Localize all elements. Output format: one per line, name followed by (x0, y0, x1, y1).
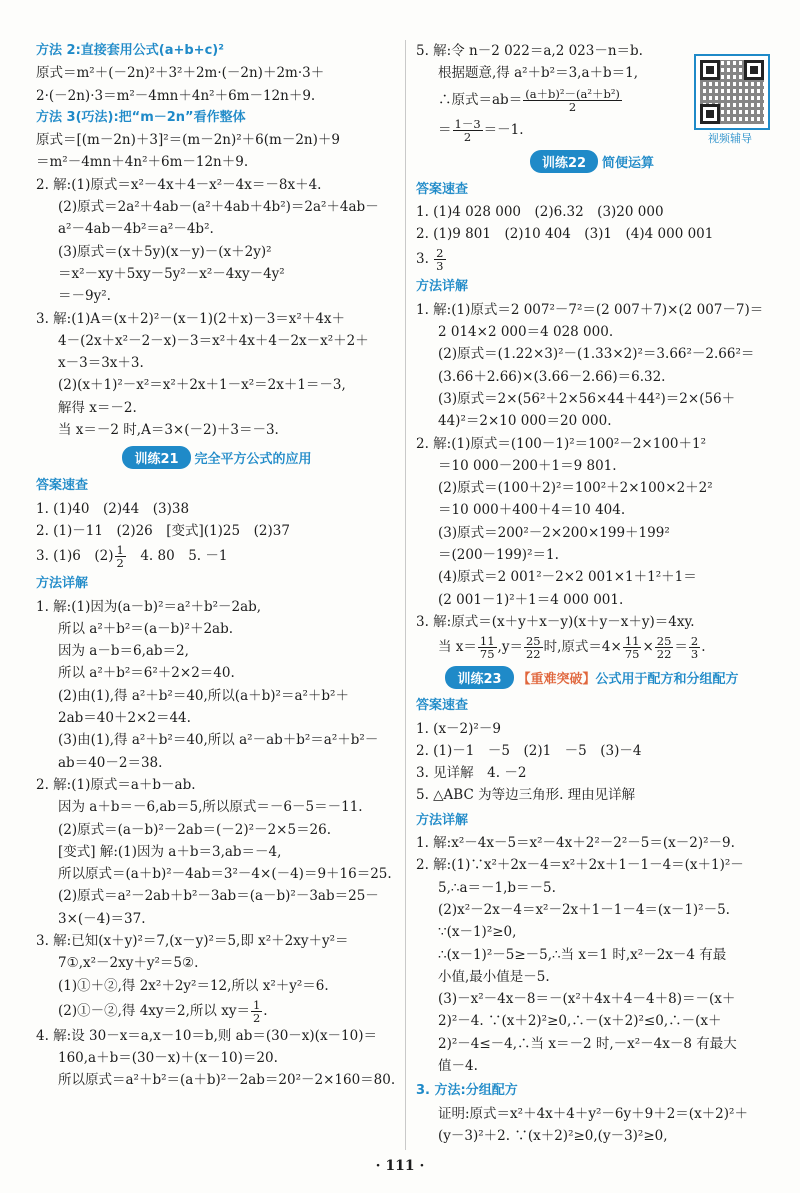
text-line: 2. 解:(1)原式＝(100－1)²＝100²－2×100＋1² (416, 435, 706, 452)
text-line: (3)原式＝2×(56²＋2×56×44＋44²)＝2×(56＋ (438, 390, 736, 407)
text-line: (2)(x＋1)²－x²＝x²＋2x＋1－x²＝2x＋1＝－3, (58, 377, 346, 394)
text-line: 所以原式＝(a＋b)²－4ab＝3²－4×(－4)＝9＋16＝25. (58, 866, 392, 883)
text-line: (2)原式＝(1.22×3)²－(1.33×2)²＝3.66²－2.66²＝ (438, 346, 755, 363)
section-heading: 方法详解 (416, 812, 469, 828)
text-line: 所以 a²＋b²＝6²＋2×2＝40. (58, 665, 235, 682)
section-tag: 训练23 (445, 666, 513, 689)
text-line: ＝10 000＋400＋4＝10 404. (438, 502, 626, 519)
text-line: [变式] 解:(1)因为 a＋b＝3,ab＝－4, (58, 843, 282, 860)
fraction: $\frac{1-3}{2}$ (454, 116, 481, 144)
section-heading: 答案速查 (416, 181, 469, 197)
text-line: 3. 见详解 4. －2 (416, 765, 527, 782)
text-line: 2)²－4. ∵(x＋2)²≥0,∴－(x＋2)²≤0,∴－(x＋ (438, 1013, 722, 1030)
text-line: 2ab＝40＋2×2＝44. (58, 710, 191, 727)
right-column (416, 40, 768, 1147)
text-line: (1)①＋②,得 2x²＋2y²＝12,所以 x²＋y²＝6. (58, 977, 329, 994)
text-line: (2 001－1)²＋1＝4 000 001. (438, 591, 624, 608)
qr-eye (700, 60, 720, 80)
text-line: 所以原式＝a²＋b²＝(a＋b)²－2ab＝20²－2×160＝80. (58, 1072, 396, 1089)
text-line: ＝10 000－200＋1＝9 801. (438, 457, 617, 474)
text-line: (2)原式＝2a²＋4ab－(a²＋4ab＋4b²)＝2a²＋4ab－ (58, 199, 379, 216)
section-banner-22 (416, 150, 768, 174)
text-line: (2)x²－2x－4＝x²－2x＋1－1－4＝(x－1)²－5. (438, 901, 730, 918)
qr-eye (700, 104, 720, 124)
qr-code-icon[interactable] (694, 54, 770, 130)
fraction: $\frac{2}{3}$ (690, 634, 699, 662)
text-line: (2)原式＝(a－b)²－2ab＝(－2)²－2×5＝26. (58, 821, 332, 838)
text-line: (2)由(1),得 a²＋b²＝40,所以(a＋b)²＝a²＋b²＋ (58, 687, 349, 704)
text-line: 2. (1)－1 －5 (2)1 －5 (3)－4 (416, 742, 642, 759)
text-line: 2. 解:(1)原式＝x²－4x＋4－x²－4x＝－8x＋4. (36, 176, 322, 193)
text-line: 值－4. (438, 1057, 478, 1074)
text-line: (3)由(1),得 a²＋b²＝40,所以 a²－ab＋b²＝a²＋b²－ (58, 732, 379, 749)
text-line: 1. 解:x²－4x－5＝x²－4x＋2²－2²－5＝(x－2)²－9. (416, 835, 735, 852)
left-block-2 (36, 475, 398, 542)
text-line: 解得 x＝－2. (58, 399, 137, 416)
text-line: 2. 解:(1)∵x²＋2x－4＝x²＋2x＋1－1－4＝(x＋1)²－ (416, 857, 744, 874)
text-line: 4－(2x＋x²－2－x)－3＝x²＋4x＋4－2x－x²＋2＋ (58, 332, 369, 349)
answer-line-3: 3. $\frac{2}{3}$ (416, 246, 444, 274)
text-line: 因为 a＋b＝－6,ab＝5,所以原式＝－6－5＝－11. (58, 799, 363, 816)
text-line: 4. 解:设 30－x＝a,x－10＝b,则 ab＝(30－x)(x－10)＝ (36, 1027, 377, 1044)
text-line: ＝m²－4mn＋4n²＋6m－12n＋9. (36, 154, 249, 171)
fraction: $\frac{\text{(a＋b)²－(a²＋b²)}}{2}$ (525, 86, 620, 114)
section-banner-21 (36, 446, 398, 470)
text-line: 原式＝m²＋(－2n)²＋3²＋2m·(－2n)＋2m·3＋ (36, 65, 325, 82)
qr-eye (744, 60, 764, 80)
section-tag: 训练22 (530, 150, 598, 173)
section-emphasis: 【重难突破】 (517, 672, 596, 688)
answer-line-3-5: 3. (1)6 (2) $\frac{1}{2}$ 4. 80 5. －1 (36, 543, 228, 571)
text-line: 根据题意,得 a²＋b²＝3,a＋b＝1, (438, 65, 639, 82)
section-banner-23 (416, 666, 768, 690)
section-title: 公式用于配方和分组配方 (595, 672, 739, 688)
text-line: 小值,最小值是－5. (438, 968, 550, 985)
text-line: 5,∴a＝－1,b＝－5. (438, 879, 556, 896)
section-title: 完全平方公式的应用 (194, 452, 312, 468)
section-heading: 方法 2:直接套用公式(a+b+c)² (36, 43, 224, 58)
fraction: $\frac{25}{22}$ (525, 634, 541, 662)
section-heading: 答案速查 (416, 698, 469, 714)
section-heading: 方法详解 (36, 576, 89, 592)
text-line: 3. 解:(1)A＝(x＋2)²－(x－1)(2＋x)－3＝x²＋4x＋ (36, 310, 346, 327)
text-line: 2 014×2 000＝4 028 000. (438, 324, 614, 341)
text-line: (3)原式＝200²－2×200×199＋199² (438, 524, 670, 541)
left-column (36, 40, 398, 1092)
text-line: 1. (1)40 (2)44 (3)38 (36, 500, 190, 517)
text-line: 1. 解:(1)因为(a－b)²＝a²＋b²－2ab, (36, 598, 262, 615)
section-tag: 训练21 (122, 446, 190, 469)
right-block-3 (416, 276, 768, 633)
text-line: a²－4ab－4b²＝a²－4b². (58, 221, 214, 238)
text-line: (3)－x²－4x－8＝－(x²＋4x＋4－4＋8)＝－(x＋ (438, 991, 736, 1008)
left-block-4 (36, 1025, 398, 1092)
text-line: 2)²－4≤－4,∴当 x＝－2 时,－x²－4x－8 有最大 (438, 1035, 737, 1052)
text-line: ＝x²－xy＋5xy－5y²－x²－4xy－4y² (58, 265, 285, 282)
text-line: 5. △ABC 为等边三角形. 理由见详解 (416, 787, 636, 804)
fraction: $\frac{25}{22}$ (656, 634, 672, 662)
fraction: $\frac{11}{75}$ (624, 634, 640, 662)
right-block-2 (416, 179, 768, 246)
text-line: (3.66＋2.66)×(3.66－2.66)＝6.32. (438, 368, 666, 385)
text-line: 因为 a－b＝6,ab＝2, (58, 643, 189, 660)
fraction: $\frac{1}{2}$ (116, 543, 124, 571)
text-line: 2. (1)－11 (2)26 [变式](1)25 (2)37 (36, 522, 290, 539)
text-line: x－3＝3x＋3. (58, 355, 144, 372)
text-line: 7①,x²－2xy＋y²＝5②. (58, 955, 199, 972)
text-line: 当 x＝－2 时,A＝3×(－2)＋3＝－3. (58, 422, 279, 439)
text-line: 3. 解:已知(x＋y)²＝7,(x－y)²＝5,即 x²＋2xy＋y²＝ (36, 932, 349, 949)
text-line: ∵(x－1)²≥0, (438, 924, 517, 941)
fraction: $\frac{11}{75}$ (479, 634, 495, 662)
solution-line-ab: ∴原式＝ab＝ $\frac{\text{(a＋b)²－(a²＋b²)}}{2}$ (438, 86, 620, 114)
section-title: 简便运算 (602, 155, 655, 171)
left-block-3 (36, 573, 398, 997)
column-divider (405, 40, 406, 1150)
text-line: 5. 解:令 n－2 022＝a,2 023－n＝b. (416, 43, 643, 59)
text-line: 3. 解:原式＝(x＋y＋x－y)(x＋y－x＋y)＝4xy. (416, 613, 695, 630)
fraction: $\frac{1}{2}$ (252, 997, 261, 1025)
text-line: ＝－9y². (58, 288, 111, 305)
text-line: 1. (1)4 028 000 (2)6.32 (3)20 000 (416, 203, 664, 220)
text-line: ＝(200－199)²＝1. (438, 547, 559, 564)
section-heading: 答案速查 (36, 478, 89, 494)
text-line: 原式＝[(m－2n)＋3]²＝(m－2n)²＋6(m－2n)＋9 (36, 132, 340, 149)
fraction: $\frac{2}{3}$ (436, 246, 444, 274)
text-line: 1. (x－2)²－9 (416, 720, 501, 737)
left-block-1 (36, 40, 398, 441)
section-heading: 方法 3(巧法):把“m－2n”看作整体 (36, 109, 246, 125)
text-line: (3)原式＝(x＋5y)(x－y)－(x＋2y)² (58, 243, 272, 260)
text-line: 2. (1)9 801 (2)10 404 (3)1 (4)4 000 001 (416, 226, 714, 243)
solution-line-xy: (2)①－②,得 4xy＝2,所以 xy＝ $\frac{1}{2}$ . (58, 997, 268, 1025)
text-line: 160,a＋b＝(30－x)＋(x－10)＝20. (58, 1050, 278, 1067)
text-line: (4)原式＝2 001²－2×2 001×1＋1²＋1＝ (438, 569, 697, 586)
text-line: (2)原式＝a²－2ab＋b²－3ab＝(a－b)²－3ab＝25－ (58, 888, 379, 905)
text-line: ∴(x－1)²－5≥－5,∴当 x＝1 时,x²－2x－4 有最 (438, 946, 727, 963)
solution-line-result: ＝ $\frac{1-3}{2}$ ＝－1. (438, 116, 524, 144)
page-number: · 111 · (375, 1158, 425, 1174)
solution-line-substitute: 当 x＝ $\frac{11}{75}$ ,y＝ $\frac{25}{22}$ 时,原式＝4× $\frac{11}{75}$ × $\frac{25}{22}$ ＝ $\frac{2}{3}$ . (438, 634, 706, 662)
text-line: 所以 a²＋b²＝(a－b)²＋2ab. (58, 620, 234, 637)
text-line: 2. 解:(1)原式＝a＋b－ab. (36, 776, 196, 793)
text-line: 3×(－4)＝37. (58, 910, 146, 927)
text-line: 2·(－2n)·3＝m²－4mn＋4n²＋6m－12n＋9. (36, 87, 316, 104)
text-line: ab＝40－2＝38. (58, 754, 163, 771)
text-line: (2)原式＝(100＋2)²＝100²＋2×100×2＋2² (438, 480, 713, 497)
text-line: (y－3)²＋2. ∵(x＋2)²≥0,(y－3)²≥0, (438, 1127, 668, 1144)
section-heading: 方法详解 (416, 279, 469, 295)
section-heading: 3. 方法:分组配方 (416, 1083, 518, 1099)
qr-caption: 视频辅导 (708, 132, 752, 145)
right-block-4 (416, 695, 768, 1147)
text-line: 1. 解:(1)原式＝2 007²－7²＝(2 007＋7)×(2 007－7)＝ (416, 301, 764, 318)
text-line: 证明:原式＝x²＋4x＋4＋y²－6y＋9＋2＝(x＋2)²＋ (438, 1105, 748, 1122)
text-line: 44)²＝2×10 000＝20 000. (438, 413, 612, 430)
